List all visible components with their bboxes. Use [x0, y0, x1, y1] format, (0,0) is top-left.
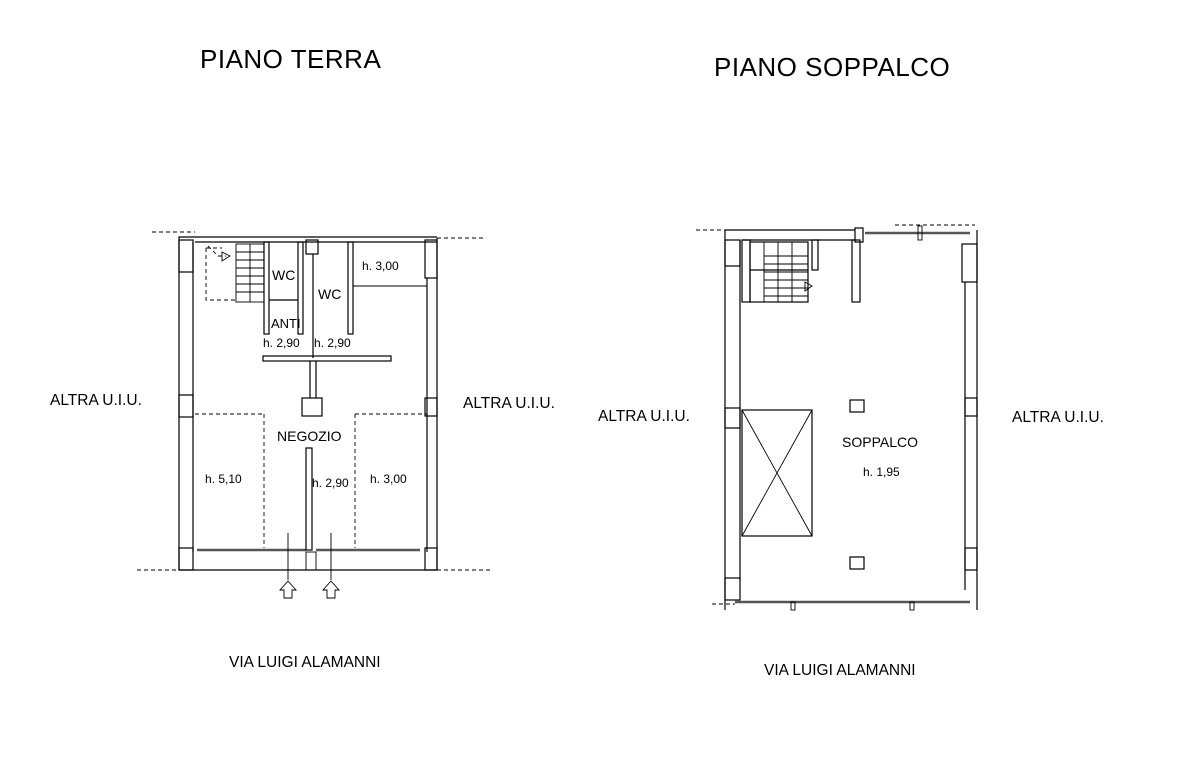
ground-right-neighbor-label: ALTRA U.I.U.	[463, 395, 555, 412]
ground-street-label: VIA LUIGI ALAMANNI	[229, 654, 381, 671]
mezzanine-right-neighbor-label: ALTRA U.I.U.	[1012, 409, 1104, 426]
ground-height-top-right: h. 3,00	[362, 259, 399, 273]
ground-floor-title: PIANO TERRA	[200, 44, 382, 74]
ground-wc2-label: WC	[318, 286, 342, 302]
ground-anti-label: ANTI	[271, 316, 301, 331]
mezzanine-plan	[696, 225, 977, 610]
ground-height-wc2: h. 2,90	[314, 336, 351, 350]
ground-negozio-label: NEGOZIO	[277, 428, 342, 444]
ground-left-neighbor-label: ALTRA U.I.U.	[50, 392, 142, 409]
mezzanine-street-label: VIA LUIGI ALAMANNI	[764, 662, 916, 679]
ground-floor-plan	[137, 232, 490, 598]
ground-wc1-label: WC	[272, 267, 296, 283]
ground-height-anti: h. 2,90	[263, 336, 300, 350]
ground-height-center: h. 2,90	[312, 476, 349, 490]
mezzanine-left-neighbor-label: ALTRA U.I.U.	[598, 408, 690, 425]
mezzanine-height-label: h. 1,95	[863, 465, 900, 479]
mezzanine-title: PIANO SOPPALCO	[714, 52, 951, 82]
ground-height-right: h. 3,00	[370, 472, 407, 486]
ground-height-left: h. 5,10	[205, 472, 242, 486]
mezzanine-room-label: SOPPALCO	[842, 434, 918, 450]
